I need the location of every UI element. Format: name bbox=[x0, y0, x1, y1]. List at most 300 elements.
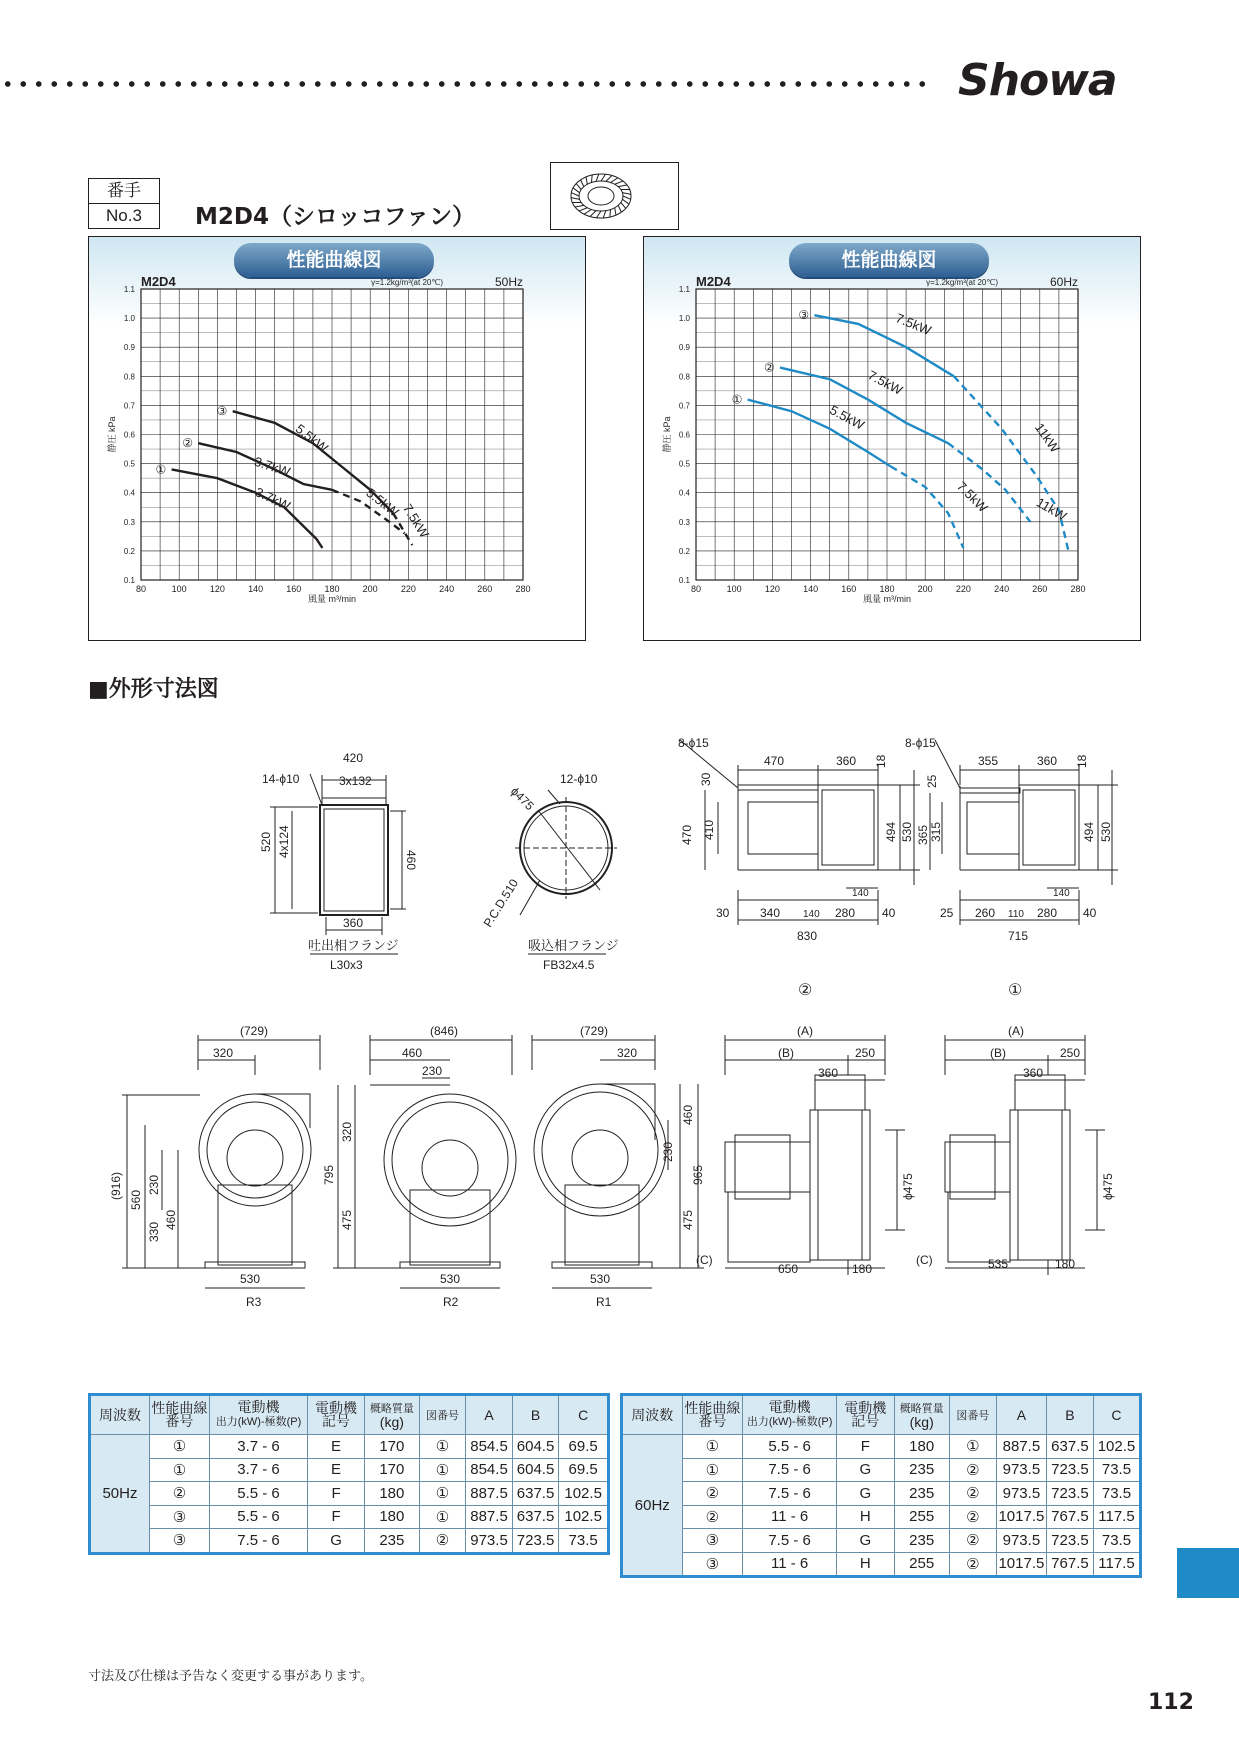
th-curve: 性能曲線 番号 bbox=[149, 1395, 209, 1435]
dim-p1-b280: 280 bbox=[1037, 906, 1058, 920]
table-cell: F bbox=[308, 1505, 365, 1529]
spec-table-60hz bbox=[620, 1393, 1142, 1578]
table-cell: 723.5 bbox=[1046, 1529, 1093, 1553]
y-tick-label: 0.8 bbox=[678, 372, 690, 382]
x-tick-label: 100 bbox=[171, 584, 187, 594]
dim-s1-B: (B) bbox=[990, 1046, 1006, 1060]
dim-p1-b110: 110 bbox=[1008, 909, 1024, 920]
table-cell: F bbox=[837, 1435, 894, 1459]
table-row bbox=[90, 1529, 609, 1554]
table-cell: 235 bbox=[894, 1529, 949, 1553]
table-cell: 180 bbox=[364, 1505, 419, 1529]
motor-kw-label: 5.5kW bbox=[292, 420, 331, 456]
table-row bbox=[622, 1552, 1141, 1577]
th-C: C bbox=[559, 1395, 609, 1435]
y-tick-label: 1.0 bbox=[123, 314, 135, 324]
dim-sf-spec: FB32x4.5 bbox=[543, 958, 595, 972]
table-cell: ① bbox=[149, 1435, 209, 1459]
table-row bbox=[622, 1458, 1141, 1482]
table-cell: G bbox=[837, 1482, 894, 1506]
table-cell: 170 bbox=[364, 1435, 419, 1459]
table-cell: ① bbox=[419, 1482, 466, 1506]
table-cell: ① bbox=[682, 1458, 743, 1482]
th-A: A bbox=[996, 1395, 1046, 1435]
table-cell: G bbox=[837, 1458, 894, 1482]
y-tick-label: 0.9 bbox=[123, 343, 135, 353]
plan2-label: ② bbox=[798, 982, 813, 999]
fan-impeller-thumbnail bbox=[550, 162, 679, 230]
table-cell: 11 - 6 bbox=[743, 1505, 837, 1529]
table-cell: 235 bbox=[894, 1458, 949, 1482]
dim-s2-dia: ϕ475 bbox=[901, 1173, 915, 1200]
discharge-flange-drawing bbox=[270, 774, 406, 954]
curve-number-label: ② bbox=[764, 360, 775, 375]
dim-r2-top: (846) bbox=[430, 1024, 459, 1038]
dim-s1-C: (C) bbox=[916, 1253, 933, 1267]
x-tick-label: 120 bbox=[764, 584, 780, 594]
table-cell: 3.7 - 6 bbox=[209, 1435, 307, 1459]
table-cell: 5.5 - 6 bbox=[209, 1505, 307, 1529]
dim-df-520: 520 bbox=[259, 831, 273, 852]
table-cell: 767.5 bbox=[1046, 1552, 1093, 1577]
table-row bbox=[90, 1505, 609, 1529]
motor-kw-label: 7.5kW bbox=[893, 310, 934, 338]
table-cell: 854.5 bbox=[466, 1435, 513, 1459]
dim-sf-pcd: P.C.D.510 bbox=[480, 876, 522, 930]
table-row bbox=[622, 1505, 1141, 1529]
table-cell: 180 bbox=[364, 1482, 419, 1506]
dim-p2-b280: 280 bbox=[835, 906, 856, 920]
dim-df-spec: L30x3 bbox=[330, 958, 363, 972]
table-cell: ① bbox=[419, 1435, 466, 1459]
y-tick-label: 0.3 bbox=[123, 517, 135, 527]
dim-p2-18: 18 bbox=[874, 754, 888, 768]
curve-number-label: ③ bbox=[216, 404, 228, 419]
dim-p1-b260: 260 bbox=[975, 906, 996, 920]
dim-s2-C: (C) bbox=[696, 1253, 713, 1267]
chart-gamma-note: γ=1.2kg/m³(at 20℃) bbox=[926, 278, 998, 287]
chart-y-axis-label: 静圧 kPa bbox=[107, 416, 117, 453]
y-tick-label: 0.1 bbox=[123, 576, 135, 585]
table-cell: 170 bbox=[364, 1458, 419, 1482]
table-cell: 5.5 - 6 bbox=[743, 1435, 837, 1459]
table-cell: 604.5 bbox=[512, 1458, 559, 1482]
x-tick-label: 100 bbox=[726, 584, 742, 594]
table-cell: ② bbox=[682, 1482, 743, 1506]
dim-df-460: 460 bbox=[404, 850, 418, 871]
th-freq: 周波数 bbox=[622, 1395, 683, 1435]
dim-s2-250: 250 bbox=[855, 1046, 876, 1060]
table-cell: ② bbox=[949, 1482, 996, 1506]
table-cell: 235 bbox=[364, 1529, 419, 1554]
table-cell: 73.5 bbox=[1093, 1482, 1140, 1506]
y-tick-label: 0.3 bbox=[678, 517, 690, 527]
dim-r3-330: 330 bbox=[147, 1221, 161, 1242]
x-tick-label: 280 bbox=[1070, 584, 1086, 594]
th-motor-output: 電動機 出力(kW)-極数(P) bbox=[743, 1395, 837, 1435]
dim-s1-dia: ϕ475 bbox=[1101, 1173, 1115, 1200]
chart-panel-50hz bbox=[88, 236, 586, 641]
dim-r2-230: 230 bbox=[422, 1064, 443, 1078]
showa-logo: Showa bbox=[958, 55, 1117, 106]
dim-r2-795: 795 bbox=[322, 1164, 336, 1185]
table-cell: ① bbox=[682, 1435, 743, 1459]
motor-kw-label: 5.5kW bbox=[363, 484, 402, 520]
table-cell: 7.5 - 6 bbox=[743, 1529, 837, 1553]
dim-s2-180: 180 bbox=[852, 1262, 873, 1276]
table-cell: 887.5 bbox=[466, 1505, 513, 1529]
th-motor-code: 電動機 記号 bbox=[837, 1395, 894, 1435]
freq-cell: 50Hz bbox=[90, 1435, 150, 1554]
suction-flange-drawing bbox=[515, 790, 617, 954]
page-number: 112 bbox=[1148, 1690, 1194, 1715]
dim-r2-320: 320 bbox=[340, 1121, 354, 1142]
dim-r3-320: 320 bbox=[213, 1046, 234, 1060]
table-cell: 1017.5 bbox=[996, 1505, 1046, 1529]
table-cell: ② bbox=[949, 1529, 996, 1553]
th-fig: 図番号 bbox=[949, 1395, 996, 1435]
table-cell: 102.5 bbox=[559, 1482, 609, 1506]
dim-p1-holes: 8-ϕ15 bbox=[905, 736, 936, 750]
table-row bbox=[622, 1529, 1141, 1553]
table-cell: 255 bbox=[894, 1552, 949, 1577]
x-tick-label: 160 bbox=[841, 584, 857, 594]
table-cell: ① bbox=[419, 1458, 466, 1482]
th-B: B bbox=[512, 1395, 559, 1435]
dim-p2-b340: 340 bbox=[760, 906, 781, 920]
dim-p2-total: 830 bbox=[797, 929, 818, 943]
grid bbox=[696, 289, 1078, 580]
curve-number-label: ① bbox=[155, 462, 167, 477]
x-tick-label: 260 bbox=[477, 584, 493, 594]
x-tick-label: 240 bbox=[994, 584, 1010, 594]
th-B: B bbox=[1046, 1395, 1093, 1435]
table-cell: 73.5 bbox=[559, 1529, 609, 1554]
front-view-r1 bbox=[532, 1035, 704, 1288]
table-cell: 7.5 - 6 bbox=[743, 1458, 837, 1482]
dim-df-420: 420 bbox=[343, 751, 364, 765]
dim-r3-560: 560 bbox=[129, 1189, 143, 1210]
performance-chart-60hz bbox=[644, 237, 1140, 640]
dim-s2-650: 650 bbox=[778, 1262, 799, 1276]
section-color-tab bbox=[1177, 1548, 1239, 1598]
dim-s1-360: 360 bbox=[1023, 1066, 1044, 1080]
dim-p1-530: 530 bbox=[1099, 821, 1113, 842]
dim-p2-b140: 140 bbox=[803, 909, 820, 920]
dim-sf-holes: 12-ϕ10 bbox=[560, 772, 598, 786]
y-tick-label: 0.9 bbox=[678, 343, 690, 353]
table-cell: ② bbox=[949, 1552, 996, 1577]
table-cell: 7.5 - 6 bbox=[209, 1529, 307, 1554]
dim-s2-360: 360 bbox=[818, 1066, 839, 1080]
dim-r1-230: 230 bbox=[661, 1141, 675, 1162]
motor-kw-label: 11kW bbox=[1033, 494, 1070, 524]
y-tick-label: 0.6 bbox=[678, 430, 690, 440]
model-title: M2D4（シロッコファン） bbox=[195, 204, 476, 230]
x-tick-label: 80 bbox=[690, 584, 702, 594]
dim-r2-base: 530 bbox=[440, 1272, 461, 1286]
table-cell: ① bbox=[149, 1458, 209, 1482]
dim-s2-B: (B) bbox=[778, 1046, 794, 1060]
table-cell: 723.5 bbox=[1046, 1482, 1093, 1506]
impeller-icon bbox=[551, 163, 678, 229]
dim-s2-A: (A) bbox=[797, 1024, 813, 1038]
dim-r1-475: 475 bbox=[681, 1209, 695, 1230]
table-cell: 117.5 bbox=[1093, 1552, 1140, 1577]
table-cell: 7.5 - 6 bbox=[743, 1482, 837, 1506]
chart-model-label: M2D4 bbox=[696, 274, 731, 289]
table-cell: 887.5 bbox=[996, 1435, 1046, 1459]
dim-df-360: 360 bbox=[343, 916, 364, 930]
x-tick-label: 220 bbox=[400, 584, 416, 594]
dim-p1-total: 715 bbox=[1008, 929, 1029, 943]
table-cell: 5.5 - 6 bbox=[209, 1482, 307, 1506]
y-tick-label: 1.1 bbox=[678, 285, 690, 294]
dim-r3-base: 530 bbox=[240, 1272, 261, 1286]
bangou-box bbox=[88, 178, 160, 229]
table-cell: 637.5 bbox=[512, 1505, 559, 1529]
x-tick-label: 140 bbox=[248, 584, 264, 594]
table-cell: 235 bbox=[894, 1482, 949, 1506]
table-cell: 973.5 bbox=[996, 1529, 1046, 1553]
dim-p1-494: 494 bbox=[1082, 821, 1096, 842]
dim-p2-470v: 470 bbox=[680, 824, 694, 845]
dim-p2-410: 410 bbox=[702, 819, 716, 840]
spec-table-50hz bbox=[88, 1393, 610, 1555]
table-cell: 854.5 bbox=[466, 1458, 513, 1482]
dim-df-vp: 4x124 bbox=[277, 825, 291, 858]
motor-kw-label: 7.5kW bbox=[865, 367, 906, 398]
table-cell: 255 bbox=[894, 1505, 949, 1529]
motor-kw-label: 7.5kW bbox=[953, 478, 991, 516]
x-tick-label: 260 bbox=[1032, 584, 1048, 594]
x-tick-label: 200 bbox=[362, 584, 378, 594]
th-C: C bbox=[1093, 1395, 1140, 1435]
table-cell: E bbox=[308, 1458, 365, 1482]
bangou-value: No.3 bbox=[106, 206, 142, 225]
dim-p2-360: 360 bbox=[836, 754, 857, 768]
freq-cell: 60Hz bbox=[622, 1435, 683, 1577]
y-tick-label: 0.6 bbox=[123, 430, 135, 440]
dim-r1-460: 460 bbox=[681, 1104, 695, 1125]
table-cell: ② bbox=[419, 1529, 466, 1554]
x-tick-label: 180 bbox=[324, 584, 340, 594]
dim-r3-name: R3 bbox=[246, 1295, 262, 1309]
dim-df-pitch: 3x132 bbox=[339, 774, 372, 788]
table-cell: 973.5 bbox=[996, 1458, 1046, 1482]
table-cell: H bbox=[837, 1505, 894, 1529]
dim-r3-916: (916) bbox=[109, 1171, 123, 1200]
dim-p2-530: 530 bbox=[900, 821, 914, 842]
dim-p1-b40: 40 bbox=[1083, 906, 1097, 920]
curve-number-label: ③ bbox=[798, 308, 810, 323]
table-row bbox=[90, 1458, 609, 1482]
dim-p1-18: 18 bbox=[1075, 754, 1089, 768]
plan1-label: ① bbox=[1008, 982, 1023, 999]
th-A: A bbox=[466, 1395, 513, 1435]
dim-p2-494: 494 bbox=[884, 821, 898, 842]
table-row bbox=[90, 1482, 609, 1506]
table-cell: 117.5 bbox=[1093, 1505, 1140, 1529]
chart-x-axis-label: 風量 m³/min bbox=[308, 594, 356, 604]
table-cell: H bbox=[837, 1552, 894, 1577]
dim-p1-25: 25 bbox=[925, 774, 939, 788]
dim-r1-965: 965 bbox=[691, 1164, 705, 1185]
dim-p1-315: 315 bbox=[929, 821, 943, 842]
dim-sf-dia: ϕ475 bbox=[507, 784, 537, 814]
y-tick-label: 0.1 bbox=[678, 576, 690, 585]
dim-r2-475: 475 bbox=[340, 1209, 354, 1230]
table-cell: 69.5 bbox=[559, 1435, 609, 1459]
chart-freq-label: 60Hz bbox=[1049, 275, 1078, 289]
dim-p2-b40: 40 bbox=[882, 906, 896, 920]
table-cell: 723.5 bbox=[512, 1529, 559, 1554]
x-tick-label: 240 bbox=[439, 584, 455, 594]
table-cell: ① bbox=[949, 1435, 996, 1459]
motor-kw-label: 11kW bbox=[1031, 420, 1063, 456]
th-motor-output: 電動機 出力(kW)-極数(P) bbox=[209, 1395, 307, 1435]
table-cell: ③ bbox=[149, 1505, 209, 1529]
y-tick-label: 1.1 bbox=[123, 285, 135, 294]
dim-r1-top: (729) bbox=[580, 1024, 609, 1038]
dim-s1-180: 180 bbox=[1055, 1257, 1076, 1271]
dim-p1-365: 365 bbox=[916, 824, 930, 845]
dim-r2-name: R2 bbox=[443, 1295, 459, 1309]
table-cell: 69.5 bbox=[559, 1458, 609, 1482]
table-cell: ② bbox=[682, 1505, 743, 1529]
y-tick-label: 0.2 bbox=[123, 546, 135, 556]
table-cell: 11 - 6 bbox=[743, 1552, 837, 1577]
dim-p1-355: 355 bbox=[978, 754, 999, 768]
dim-p2-b30: 30 bbox=[716, 906, 730, 920]
x-tick-label: 140 bbox=[803, 584, 819, 594]
x-tick-label: 220 bbox=[955, 584, 971, 594]
y-tick-label: 0.7 bbox=[678, 401, 690, 411]
dim-p1-140: 140 bbox=[1053, 888, 1070, 899]
chart-y-axis-label: 静圧 kPa bbox=[662, 416, 672, 453]
table-cell: ③ bbox=[682, 1529, 743, 1553]
table-cell: ② bbox=[149, 1482, 209, 1506]
curve-number-label: ② bbox=[182, 436, 194, 451]
table-cell: G bbox=[837, 1529, 894, 1553]
table-cell: ③ bbox=[149, 1529, 209, 1554]
chart-freq-label: 50Hz bbox=[494, 275, 523, 289]
dim-r1-base: 530 bbox=[590, 1272, 611, 1286]
dim-p2-30: 30 bbox=[699, 772, 713, 786]
th-curve: 性能曲線 番号 bbox=[682, 1395, 743, 1435]
table-cell: 3.7 - 6 bbox=[209, 1458, 307, 1482]
dim-p2-140: 140 bbox=[852, 888, 869, 899]
table-cell: ③ bbox=[682, 1552, 743, 1577]
dim-r2-460: 460 bbox=[402, 1046, 423, 1060]
x-tick-label: 80 bbox=[135, 584, 147, 594]
chart-model-label: M2D4 bbox=[141, 274, 176, 289]
th-mass: 概略質量 (kg) bbox=[364, 1395, 419, 1435]
y-tick-label: 0.4 bbox=[123, 488, 135, 498]
side-view-2 bbox=[725, 1035, 905, 1275]
table-cell: 604.5 bbox=[512, 1435, 559, 1459]
table-cell: 973.5 bbox=[466, 1529, 513, 1554]
table-cell: ② bbox=[949, 1458, 996, 1482]
x-tick-label: 180 bbox=[879, 584, 895, 594]
dim-r3-230: 230 bbox=[147, 1174, 161, 1195]
dim-r1-name: R1 bbox=[596, 1295, 612, 1309]
table-row bbox=[622, 1435, 1141, 1459]
table-row bbox=[622, 1482, 1141, 1506]
dim-r3-460: 460 bbox=[164, 1209, 178, 1230]
dim-df-name: 吐出相フランジ bbox=[308, 938, 399, 953]
dim-r3-top: (729) bbox=[240, 1024, 269, 1038]
table-cell: 1017.5 bbox=[996, 1552, 1046, 1577]
curve-number-label: ① bbox=[731, 392, 743, 407]
dim-p2-470: 470 bbox=[764, 754, 785, 768]
motor-kw-label: 5.5kW bbox=[827, 402, 867, 433]
grid bbox=[141, 289, 523, 580]
motor-kw-label: 3.7kW bbox=[252, 484, 293, 514]
table-cell: 887.5 bbox=[466, 1482, 513, 1506]
chart-gamma-note: γ=1.2kg/m³(at 20℃) bbox=[371, 278, 443, 287]
table-cell: 102.5 bbox=[559, 1505, 609, 1529]
y-tick-label: 0.5 bbox=[678, 459, 690, 469]
dim-s1-535: 535 bbox=[988, 1257, 1009, 1271]
dim-sf-name: 吸込相フランジ bbox=[528, 938, 619, 953]
x-tick-label: 120 bbox=[209, 584, 225, 594]
dimension-section-title: ■外形寸法図 bbox=[88, 677, 219, 702]
table-cell: 637.5 bbox=[512, 1482, 559, 1506]
chart-pill-60hz: 性能曲線図 bbox=[789, 243, 989, 277]
table-cell: 180 bbox=[894, 1435, 949, 1459]
table-cell: 73.5 bbox=[1093, 1458, 1140, 1482]
dimension-drawings bbox=[0, 730, 1239, 1309]
table-row bbox=[90, 1435, 609, 1459]
table-cell: 767.5 bbox=[1046, 1505, 1093, 1529]
th-mass: 概略質量 (kg) bbox=[894, 1395, 949, 1435]
table-cell: 102.5 bbox=[1093, 1435, 1140, 1459]
dim-p1-360: 360 bbox=[1037, 754, 1058, 768]
y-tick-label: 0.5 bbox=[123, 459, 135, 469]
performance-chart-50hz bbox=[89, 237, 585, 640]
table-cell: G bbox=[308, 1529, 365, 1554]
motor-kw-label: 7.5kW bbox=[399, 501, 433, 541]
th-fig: 図番号 bbox=[419, 1395, 466, 1435]
dim-p2-holes: 8-ϕ15 bbox=[678, 736, 709, 750]
x-tick-label: 200 bbox=[917, 584, 933, 594]
th-motor-code: 電動機 記号 bbox=[308, 1395, 365, 1435]
table-cell: 723.5 bbox=[1046, 1458, 1093, 1482]
dim-s1-A: (A) bbox=[1008, 1024, 1024, 1038]
table-cell: E bbox=[308, 1435, 365, 1459]
chart-panel-60hz bbox=[643, 236, 1141, 641]
dim-r1-320: 320 bbox=[617, 1046, 638, 1060]
table-cell: F bbox=[308, 1482, 365, 1506]
chart-x-axis-label: 風量 m³/min bbox=[863, 594, 911, 604]
dim-p1-b25: 25 bbox=[940, 906, 954, 920]
front-view-r3 bbox=[122, 1035, 320, 1288]
dotted-header-rule bbox=[0, 80, 930, 88]
y-tick-label: 0.2 bbox=[678, 546, 690, 556]
th-freq: 周波数 bbox=[90, 1395, 150, 1435]
dim-df-holes: 14-ϕ10 bbox=[262, 772, 300, 786]
chart-pill-50hz: 性能曲線図 bbox=[234, 243, 434, 277]
y-tick-label: 0.4 bbox=[678, 488, 690, 498]
table-cell: 73.5 bbox=[1093, 1529, 1140, 1553]
y-tick-label: 0.8 bbox=[123, 372, 135, 382]
table-cell: 637.5 bbox=[1046, 1435, 1093, 1459]
table-cell: ② bbox=[949, 1505, 996, 1529]
x-tick-label: 280 bbox=[515, 584, 531, 594]
table-cell: ① bbox=[419, 1505, 466, 1529]
y-tick-label: 0.7 bbox=[123, 401, 135, 411]
